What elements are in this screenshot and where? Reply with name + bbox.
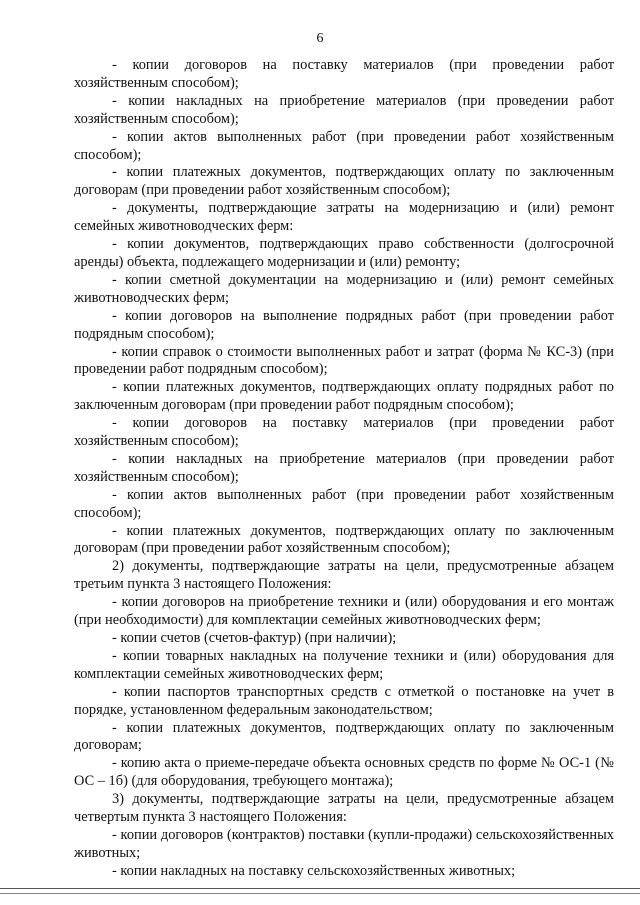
paragraph: - копии платежных документов, подтверждающих оплату по заключенным договорам (при проведении работ хозяйственным способом); <box>74 522 614 557</box>
paragraph: - копию акта о приеме-передаче объекта основных средств по форме № ОС-1 (№ ОС – 1б) (для оборудования, требующего монтажа); <box>74 755 614 790</box>
paragraph: - копии сметной документации на модернизацию и (или) ремонт семейных животноводческих ферм; <box>74 271 614 306</box>
paragraph: - копии справок о стоимости выполненных работ и затрат (форма № КС-3) (при проведении работ подрядным способом); <box>74 343 614 378</box>
paragraph: 2) документы, подтверждающие затраты на цели, предусмотренные абзацем третьим пункта 3 настоящего Положения: <box>74 558 614 593</box>
paragraph: - копии платежных документов, подтверждающих оплату по заключенным договорам (при проведении работ хозяйственным способом); <box>74 164 614 199</box>
paragraph: - копии накладных на поставку сельскохозяйственных животных; <box>112 862 516 879</box>
paragraph: - документы, подтверждающие затраты на модернизацию и (или) ремонт семейных животноводческих ферм: <box>74 200 614 235</box>
page-number: 6 <box>316 31 324 46</box>
paragraph: - копии договоров на выполнение подрядных работ (при проведении работ подрядным способом); <box>74 307 614 342</box>
document-body <box>74 57 614 881</box>
paragraph: - копии платежных документов, подтверждающих оплату по заключенным договорам; <box>74 719 614 754</box>
paragraph: - копии счетов (счетов-фактур) (при наличии); <box>112 630 397 646</box>
paragraph: - копии договоров на поставку материалов (при проведении работ хозяйственным способом); <box>74 415 614 450</box>
paragraph: - копии договоров (контрактов) поставки (купли-продажи) сельскохозяйственных животных; <box>74 826 614 861</box>
paragraph: - копии актов выполненных работ (при проведении работ хозяйственным способом); <box>74 486 614 521</box>
footer-divider <box>0 893 640 894</box>
paragraph: - копии документов, подтверждающих право собственности (долгосрочной аренды) объекта, подлежащего модернизации и (или) ремонту; <box>74 236 614 270</box>
paragraph: 3) документы, подтверждающие затраты на цели, предусмотренные абзацем четвертым пункта 3 настоящего Положения: <box>74 791 614 826</box>
paragraph: - копии договоров на поставку материалов (при проведении работ хозяйственным способом); <box>74 57 614 91</box>
paragraph: - копии накладных на приобретение материалов (при проведении работ хозяйственным способом); <box>74 450 614 485</box>
footer-divider <box>0 888 640 889</box>
paragraph: - копии платежных документов, подтверждающих оплату подрядных работ по заключенным договорам (при проведении работ подрядным способом); <box>74 379 614 414</box>
paragraph: - копии товарных накладных на получение техники и (или) оборудования для комплектации семейных животноводческих ферм; <box>74 647 614 682</box>
paragraph: - копии договоров на приобретение техники и (или) оборудования и его монтаж (при необходимости) для комплектации семейных животноводческих ферм; <box>74 594 614 629</box>
paragraph: - копии накладных на приобретение материалов (при проведении работ хозяйственным способом); <box>74 92 614 127</box>
paragraph: - копии паспортов транспортных средств с отметкой о постановке на учет в порядке, установленном федеральным законодательством; <box>74 683 614 718</box>
paragraph: - копии актов выполненных работ (при проведении работ хозяйственным способом); <box>74 128 614 163</box>
